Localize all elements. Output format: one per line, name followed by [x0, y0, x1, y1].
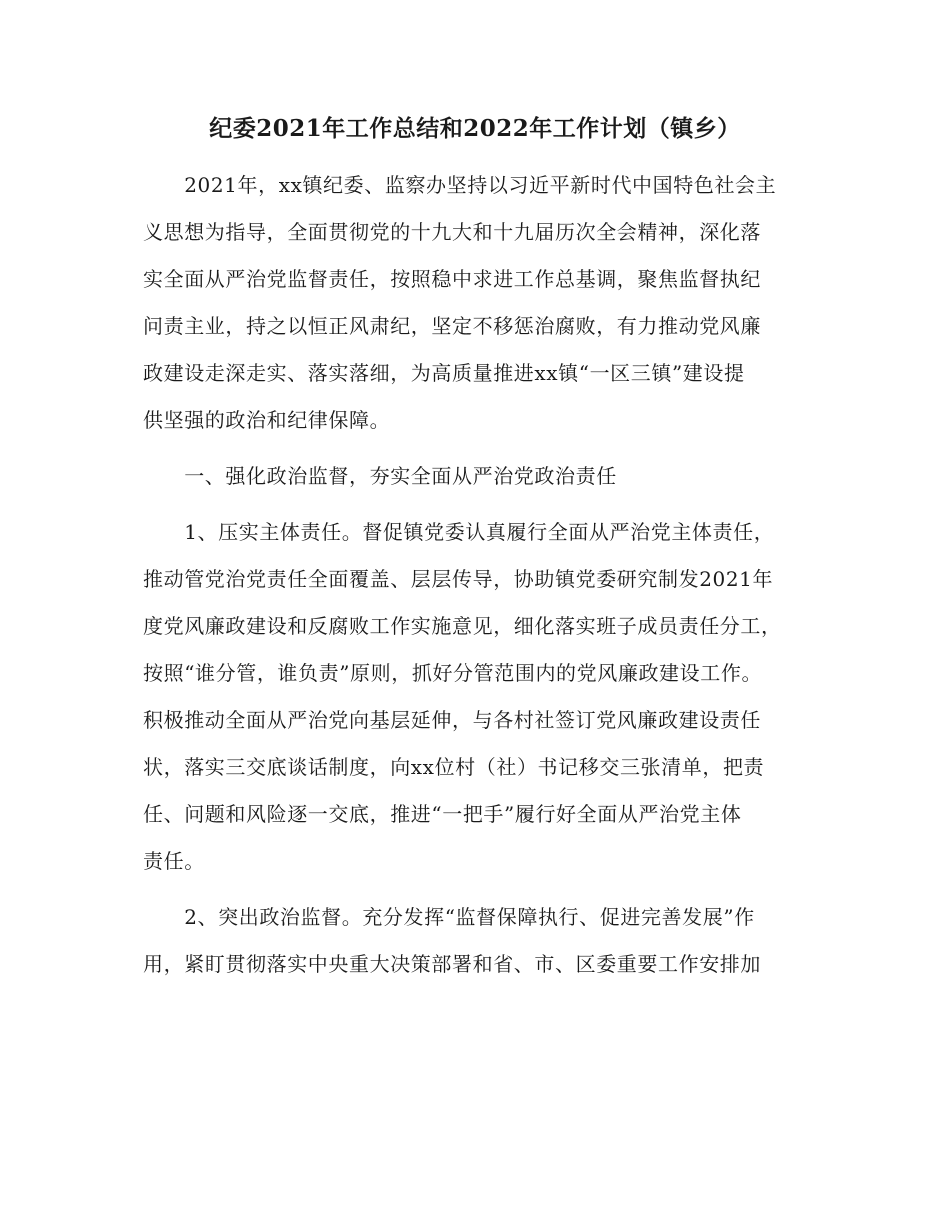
paragraph-line: 度党风廉政建设和反腐败工作实施意见，细化落实班子成员责任分工，: [143, 614, 782, 638]
section-heading: 一、强化政治监督，夯实全面从严治党政治责任: [143, 464, 617, 488]
paragraph-line: 义思想为指导，全面贯彻党的十九大和十九届历次全会精神，深化落: [143, 220, 761, 244]
paragraph-line: 政建设走深走实、落实落细，为高质量推进xx镇“一区三镇”建设提: [143, 361, 745, 385]
paragraph-line: 状，落实三交底谈话制度，向xx位村（社）书记移交三张清单，把责: [143, 755, 765, 779]
paragraph-line: 问责主业，持之以恒正风肃纪，坚定不移惩治腐败，有力推动党风廉: [143, 314, 761, 338]
paragraph-line: 按照“谁分管，谁负责”原则，抓好分管范围内的党风廉政建设工作。: [143, 661, 763, 685]
paragraph-line: 供坚强的政治和纪律保障。: [143, 408, 391, 432]
paragraph-line: 积极推动全面从严治党向基层延伸，与各村社签订党风廉政建设责任: [143, 708, 761, 732]
paragraph-line: 责任。: [143, 849, 205, 873]
paragraph-line: 1、压实主体责任。督促镇党委认真履行全面从严治党主体责任，: [143, 520, 775, 544]
paragraph-line: 推动管党治党责任全面覆盖、层层传导，协助镇党委研究制发2021年: [143, 567, 774, 591]
document-title: 纪委2021年工作总结和2022年工作计划（镇乡）: [209, 115, 741, 142]
paragraph-line: 2021年，xx镇纪委、监察办坚持以习近平新时代中国特色社会主: [143, 173, 777, 197]
paragraph-line: 任、问题和风险逐一交底，推进“一把手”履行好全面从严治党主体: [143, 802, 742, 826]
paragraph-line: 2、突出政治监督。充分发挥“监督保障执行、促进完善发展”作: [143, 905, 755, 929]
paragraph-line: 实全面从严治党监督责任，按照稳中求进工作总基调，聚焦监督执纪: [143, 267, 761, 291]
paragraph-line: 用，紧盯贯彻落实中央重大决策部署和省、市、区委重要工作安排加: [143, 952, 761, 976]
